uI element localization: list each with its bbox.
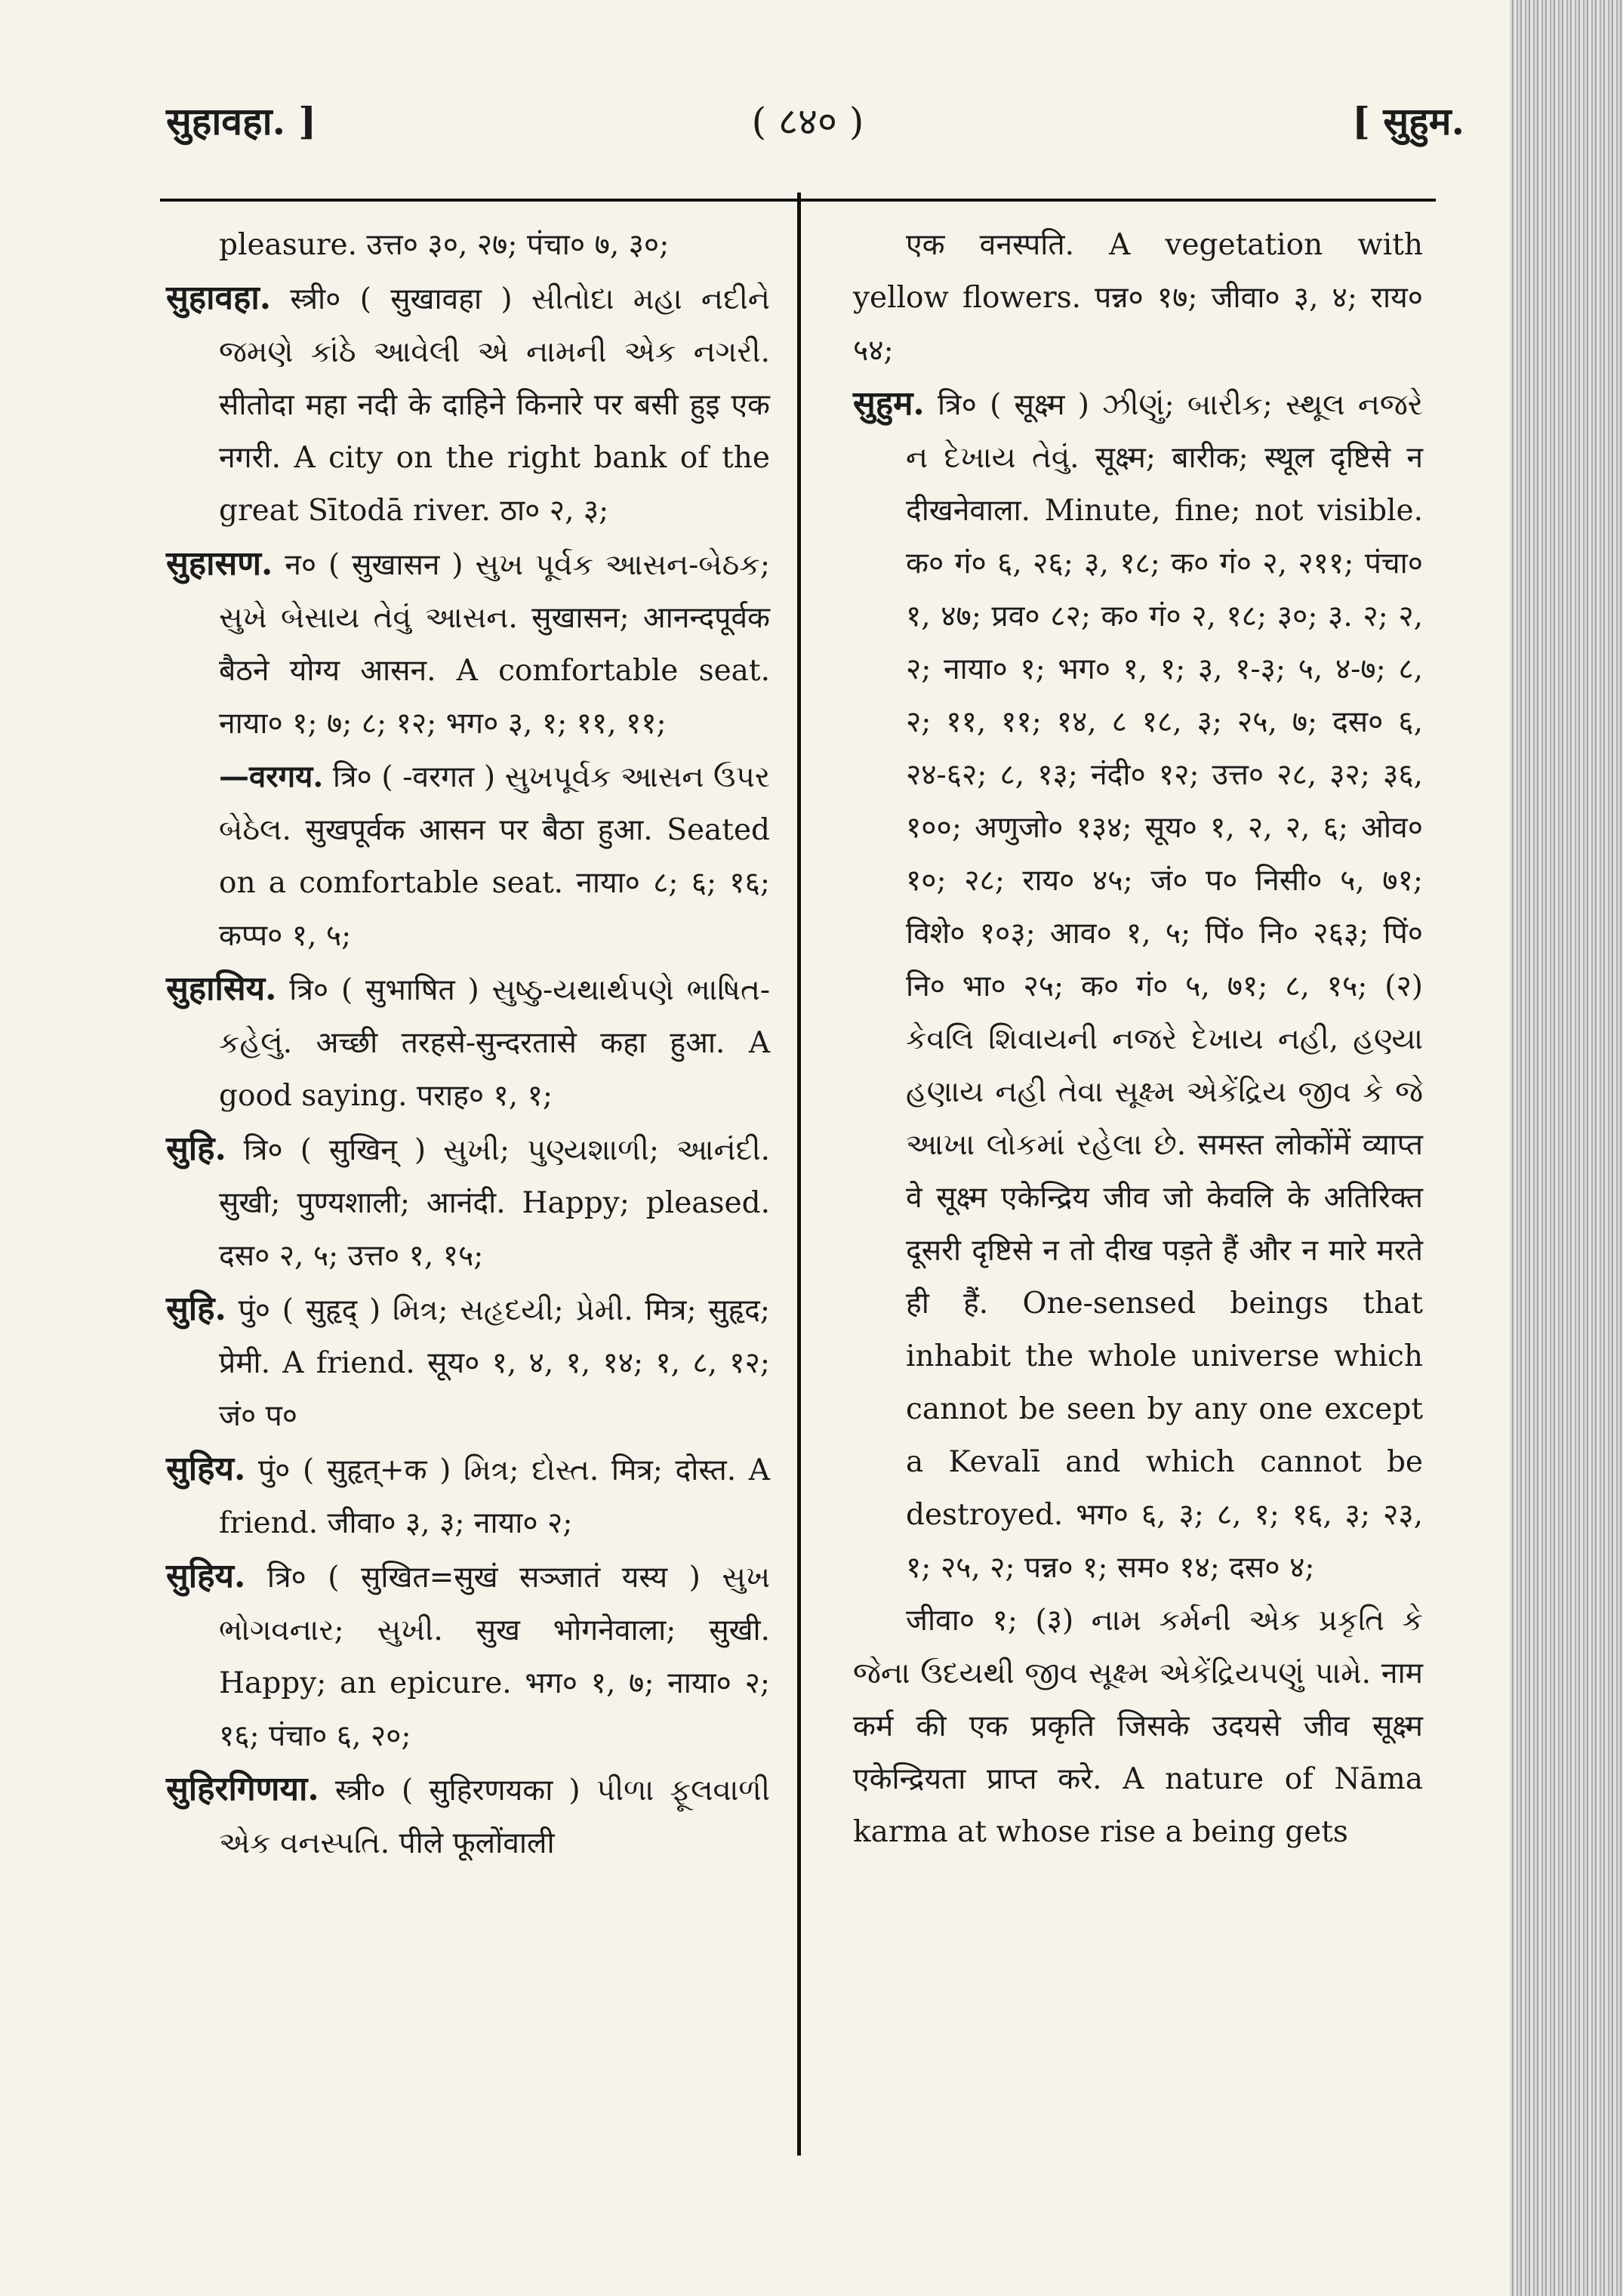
headword: सुहावहा. [166, 279, 272, 317]
left-column [166, 219, 770, 1870]
page-header [166, 94, 1464, 147]
grammar-label: पुं० [257, 1453, 291, 1487]
grammar-label: स्त्री० [334, 1774, 386, 1808]
page-number: ( ८४० ) [751, 100, 864, 143]
entry-text: મિત્ર; દોસ્ત. मित्र; दोस्त. A friend. जीवा० ३, ३; नाया० २; [219, 1453, 770, 1540]
sanskrit-equivalent: ( सुखासन ) [328, 548, 463, 582]
headword: —वरगय. [219, 759, 324, 794]
dictionary-entry [166, 1123, 770, 1283]
header-left-catchword: सुहावहा. ] [166, 99, 317, 143]
sanskrit-equivalent: ( -वरगत ) [381, 760, 496, 794]
entry-text: મિત્ર; સહૃદયી; પ્રેમી. मित्र; सुहृद; प्रेमी. A friend. सूय० १, ४, १, १४; १, ८, १२; जं० प० [219, 1293, 771, 1433]
dictionary-entry [166, 1550, 770, 1763]
sanskrit-equivalent: ( सुहिरणयका ) [402, 1774, 581, 1808]
dictionary-entry [166, 538, 770, 750]
entry-continuation [166, 219, 770, 272]
entry-text: एक वनस्पति. A vegetation with yellow flowers. पन्न० १७; जीवा० ३, ४; राय० ५४; [853, 228, 1423, 368]
headword: सुहिय. [166, 1557, 246, 1595]
entry-text: जीवा० १; (३) નામ કર્મની એક પ્રકૃતિ કે જેના ઉદયથી જીવ સૂક્ષ્મ એકેંદ્રિયપણું પામે. नाम कर्म की एक प्रकृति जिसके उदयसे जीव सूक्ष्म एकेन्द्रियता प्राप्त करे. A nature of Nāma karma at whose rise a being gets [853, 1604, 1423, 1849]
dictionary-entry [166, 272, 770, 538]
sanskrit-equivalent: ( सुहृत्+क ) [303, 1453, 451, 1487]
entry-continuation [853, 219, 1423, 378]
entry-text: ઝીણું; બારીક; સ્થૂલ નજરે ન દેખાય તેવું. सूक्ष्म; बारीक; स्थूल दृष्टिसे न दीखनेवाला. Minute, fine; not visible. क० गं० ६, २६; ३, १८; क० गं० २, २११; पंचा० १, ४७; प्रव० ८२; क० गं० २, १८; ३०; ३. २; २, २; नाया० १; भग० १, १; ३, १-३; ५, ४-७; ८, २; ११, ११; १४, ८ १८, ३; २५, ७; दस० ६, २४-६२; ८, १३; नंदी० १२; उत्त० २८, ३२; ३६, १००; अणुजो० १३४; सूय० १, २, २, ६; ओव० १०; २८; राय० ४५; जं० प० निसी० ५, ७१; विशे० १०३; आव० १, ५; पिं० नि० २६३; पिं० नि० भा० २५; क० गं० ५, ७१; ८, १५; (२) કેવલિ શિવાયની નજરે દેખાય નહી, હણ્યા હણાય નહી તેવા સૂક્ષ્મ એકેંદ્રિય જીવ કે જે આખા લોકમાં રહેલા છે. समस्त लोकोंमें व्याप्त वे सूक्ष्म एकेन्द्रिय जीव जो केवलि के अतिरिक्त दूसरी दृष्टिसे न तो दीख पड़ते हैं और न मारे मरते ही हैं. One-sensed beings that inhabit the whole universe which cannot be seen by any one except a Kevalī and which cannot be destroyed. भग० ६, ३; ८, १; १६, ३; २३, १; २५, २; पन्न० १; सम० १४; दस० ४; [906, 388, 1423, 1585]
sanskrit-equivalent: ( सुभाषित ) [340, 973, 479, 1007]
sanskrit-equivalent: ( सुखित=सुखं सञ्जातं यस्य ) [328, 1561, 701, 1595]
grammar-label: त्रि० [332, 760, 372, 794]
sanskrit-equivalent: ( सूक्ष्म ) [990, 388, 1089, 422]
dictionary-entry [166, 1443, 770, 1550]
grammar-label: स्त्री० [290, 282, 341, 316]
headword: सुहिरगिणया. [166, 1770, 319, 1808]
dictionary-entry [166, 1763, 770, 1870]
column-divider [797, 193, 801, 2156]
headword: सुहासण. [166, 544, 273, 583]
entry-text: સીતોદા મહા નદીને જમણે કાંઠે આવેલી એ નામની એક નગરી. सीतोदा महा नदी के दाहिने किनारे पर बसी हुइ एक नगरी. A city on the right bank of the great Sītodā river. ठा० २, ३; [219, 282, 770, 528]
page-edge-shadow [1510, 0, 1623, 2296]
grammar-label: त्रि० [289, 973, 329, 1007]
sanskrit-equivalent: ( सुखिन् ) [300, 1133, 427, 1167]
entry-text: સુખ ભોગવનાર; સુખી. सुख भोगनेवाला; सुखी. Happy; an epicure. भग० १, ७; नाया० २; १६; पंचा० ६, २०; [219, 1561, 771, 1753]
headword: सुहुम. [853, 384, 925, 423]
grammar-label: त्रि० [266, 1561, 306, 1595]
entry-text: સુખી; પુણ્યશાળી; આનંદી. सुखी; पुण्यशाली; आनंदी. Happy; pleased. दस० २, ५; उत्त० १, १५; [219, 1133, 770, 1273]
right-column [853, 219, 1423, 1859]
grammar-label: त्रि० [243, 1133, 283, 1167]
entry-text: સુખ પૂર્વક આસન-બેઠક; સુખે બેસાય તેવું આસન. सुखासन; आनन्दपूर्वक बैठने योग्य आसन. A comfortable seat. नाया० १; ७; ८; १२; भग० ३, १; ११, ११; [219, 548, 770, 741]
header-right-catchword: [ सुहुम. [1352, 99, 1464, 143]
headword: सुहि. [166, 1290, 226, 1328]
entry-text: pleasure. उत्त० ३०, २७; पंचा० ७, ३०; [219, 228, 670, 262]
entry-text: સુષ્ઠુ-યથાર્થપણે ભાષિત-કહેલું. अच्छी तरहसे-सुन्दरतासे कहा हुआ. A good saying. पराह० १, १; [219, 973, 771, 1113]
entry-text: પીળા ફૂલવાળી એક વનસ્પતિ. पीले फूलोंवाली [219, 1774, 770, 1860]
grammar-label: न० [285, 548, 317, 582]
sanskrit-equivalent: ( सुखावहा ) [359, 282, 513, 316]
grammar-label: त्रि० [937, 388, 977, 422]
dictionary-entry [853, 378, 1423, 1595]
grammar-label: पुं० [238, 1293, 271, 1327]
sanskrit-equivalent: ( सुहृद् ) [282, 1293, 381, 1327]
sub-entry [166, 750, 770, 963]
headword: सुहिय. [166, 1450, 246, 1488]
headword: सुहासिय. [166, 969, 277, 1008]
entry-text: સુખપૂર્વક આસન ઉપર બેઠેલ. सुखपूर्वक आसन पर बैठा हुआ. Seated on a comfortable seat. नाया० ८; ६; १६; कप्प० १, ५; [219, 760, 770, 953]
entry-continuation [853, 1595, 1423, 1859]
dictionary-entry [166, 963, 770, 1123]
headword: सुहि. [166, 1130, 226, 1168]
dictionary-entry [166, 1283, 770, 1443]
